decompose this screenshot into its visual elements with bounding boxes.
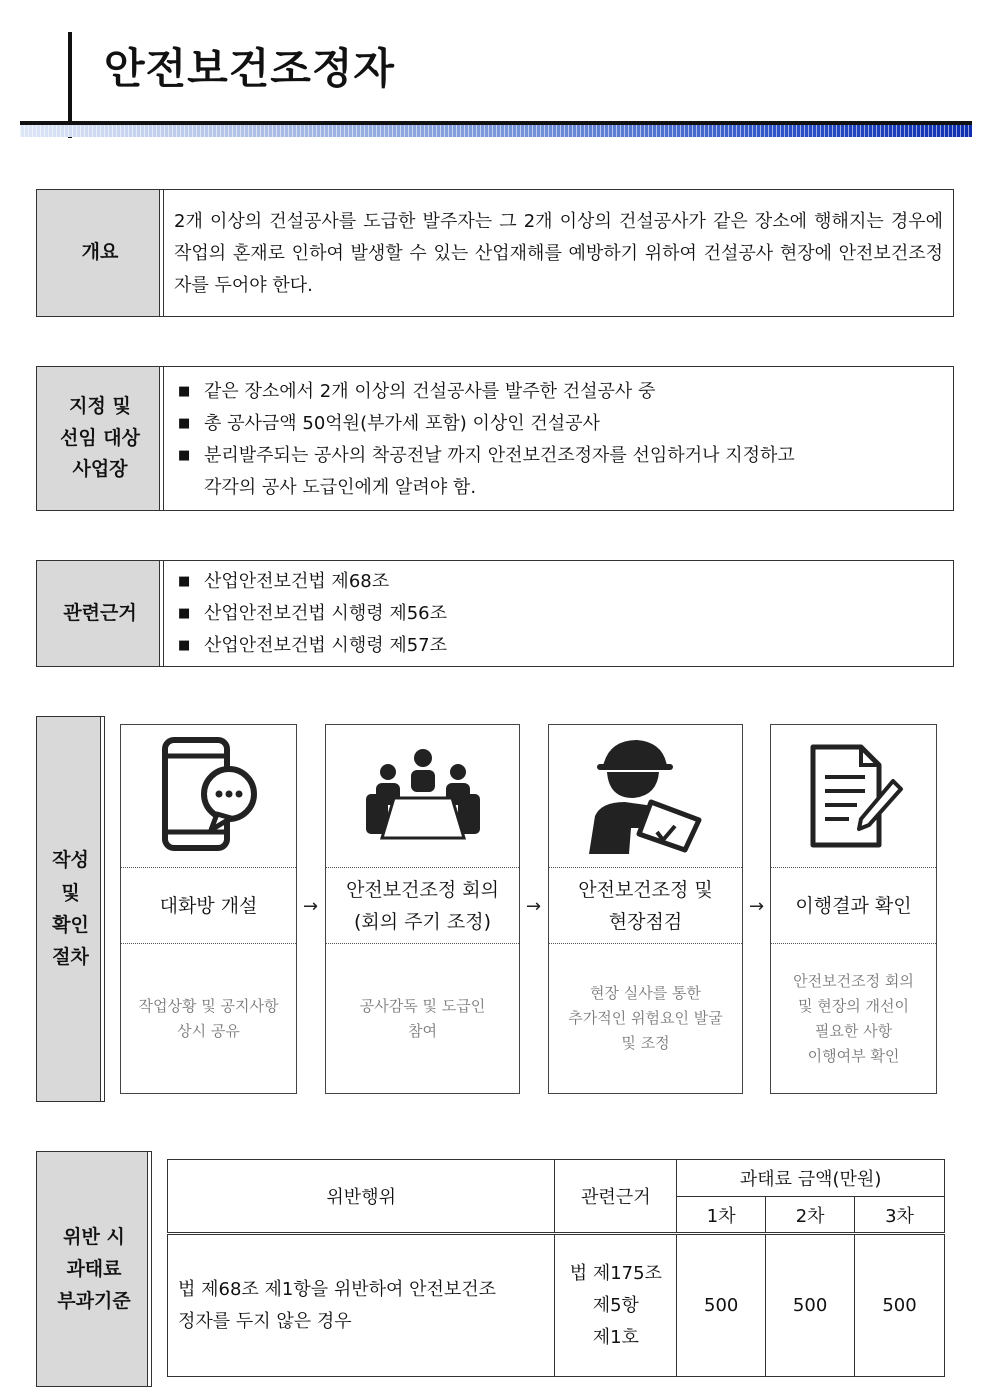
procedure-label-line: 절차 — [52, 946, 89, 969]
table-row — [168, 1234, 945, 1377]
penalty-label-line: 과태료 — [66, 1257, 122, 1280]
step-title-line: (회의 주기 조정) — [353, 910, 492, 933]
procedure-label — [36, 716, 105, 1102]
list-item — [178, 440, 939, 472]
basis-line: 제5항 — [592, 1294, 639, 1316]
basis-line: 제1호 — [592, 1326, 639, 1348]
step-arrow: → — [303, 896, 319, 917]
list-item — [178, 598, 939, 630]
target-label-line: 사업장 — [72, 458, 128, 481]
header-violation: 위반행위 — [168, 1160, 555, 1234]
procedure-step-confirm — [770, 724, 937, 1094]
smartphone-chat-icon — [159, 736, 259, 856]
document-pen-icon — [799, 741, 909, 851]
list-item — [178, 376, 939, 408]
list-item-text: 산업안전보건법 제68조 — [204, 571, 390, 592]
violation-line: 정자를 두지 않은 경우 — [178, 1310, 352, 1332]
bullet-square-icon: ■ — [178, 574, 191, 589]
basis-cell — [555, 1234, 677, 1377]
list-item-text: 산업안전보건법 시행령 제56조 — [204, 603, 448, 624]
step-description-line: 추가적인 위험요인 발굴 — [568, 1009, 723, 1027]
fine-third: 500 — [855, 1234, 945, 1377]
step-description — [332, 944, 513, 1093]
step-description-line: 참여 — [408, 1021, 437, 1040]
overview-text: 2개 이상의 건설공사를 도급한 발주자는 그 2개 이상의 건설공사가 같은 장소에 행해지는 경우에 작업의 혼재로 인하여 발생할 수 있는 산업재해를 예방하기 위하여 건설공사 현장에 안전보건조정자를 두어야 한다. — [174, 211, 943, 296]
step-description-line: 공사감독 및 도급인 — [359, 996, 486, 1015]
step-description-line: 및 현장의 개선이 — [798, 996, 909, 1015]
list-item — [178, 566, 939, 598]
bullet-square-icon: ■ — [178, 384, 191, 399]
step-description-line: 작업상황 및 공지사항 — [138, 996, 279, 1015]
list-item — [178, 630, 939, 662]
procedure-label-line: 작성 — [52, 849, 89, 872]
step-title — [771, 868, 936, 943]
fine-second: 500 — [766, 1234, 855, 1377]
penalty-label-line: 위반 시 — [63, 1225, 125, 1248]
bullet-square-icon: ■ — [178, 416, 191, 431]
step-arrow: → — [526, 896, 542, 917]
step-description — [127, 944, 290, 1093]
basis-label: 관련근거 — [37, 561, 164, 666]
header-amount: 과태료 금액(만원) — [677, 1160, 945, 1197]
overview-section — [36, 189, 954, 317]
step-description-line: 이행여부 확인 — [807, 1046, 900, 1065]
bullet-square-icon: ■ — [178, 638, 191, 653]
target-list — [164, 367, 953, 510]
target-label-line: 지정 및 — [69, 395, 131, 418]
step-description-line: 및 조정 — [621, 1034, 670, 1052]
procedure-label-line: 및 — [61, 881, 80, 904]
step-title-line: 안전보건조정 회의 — [346, 878, 499, 901]
step-description-line: 필요한 사항 — [814, 1021, 893, 1040]
step-description-line: 상시 공유 — [177, 1021, 240, 1040]
header-first: 1차 — [677, 1197, 766, 1234]
title-gradient-bar — [20, 125, 972, 137]
step-title-line: 안전보건조정 및 — [578, 878, 713, 901]
procedure-step-inspection — [548, 724, 743, 1094]
overview-label: 개요 — [37, 190, 164, 316]
penalty-table — [167, 1159, 945, 1377]
header-basis: 관련근거 — [555, 1160, 677, 1234]
basis-section — [36, 560, 954, 667]
page-title: 안전보건조정자 — [104, 44, 396, 93]
step-description-line: 현장 실사를 통한 — [590, 984, 701, 1002]
bullet-square-icon: ■ — [178, 606, 191, 621]
target-section — [36, 366, 954, 511]
procedure-label-line: 확인 — [52, 914, 89, 936]
violation-line: 법 제68조 제1항을 위반하여 안전보건조 — [178, 1278, 497, 1300]
step-arrow: → — [749, 896, 765, 917]
step-title-line: 이행결과 확인 — [795, 894, 912, 917]
penalty-label-line: 부과기준 — [57, 1290, 131, 1313]
bullet-square-icon: ■ — [178, 448, 191, 463]
list-item-text: 분리발주되는 공사의 착공전날 까지 안전보건조정자를 선임하거나 지정하고 — [204, 445, 795, 466]
step-description — [777, 944, 930, 1093]
target-label-line: 선임 대상 — [59, 426, 141, 449]
target-label — [37, 367, 164, 510]
header-third: 3차 — [855, 1197, 945, 1234]
table-header-row — [168, 1160, 945, 1197]
step-title — [326, 868, 519, 943]
fine-first: 500 — [677, 1234, 766, 1377]
header-second: 2차 — [766, 1197, 855, 1234]
procedure-step-chat — [120, 724, 297, 1094]
worker-inspection-icon — [581, 736, 711, 856]
list-item-text: 산업안전보건법 시행령 제57조 — [204, 635, 448, 656]
violation-cell — [168, 1234, 555, 1377]
penalty-label — [36, 1151, 152, 1387]
step-description-line: 안전보건조정 회의 — [793, 971, 914, 990]
list-item-text: 같은 장소에서 2개 이상의 건설공사를 발주한 건설공사 중 — [204, 381, 656, 402]
step-description — [555, 944, 736, 1093]
basis-line: 법 제175조 — [569, 1262, 662, 1284]
step-title — [549, 868, 742, 943]
procedure-step-meeting — [325, 724, 520, 1094]
basis-list — [164, 561, 953, 666]
step-title — [121, 868, 296, 943]
list-item-text: 총 공사금액 50억원(부가세 포함) 이상인 건설공사 — [204, 413, 600, 434]
list-item — [178, 408, 939, 440]
meeting-icon — [358, 746, 488, 846]
step-title-line: 현장점검 — [608, 910, 683, 933]
list-item-continuation: 각각의 공사 도급인에게 알려야 함. — [204, 477, 477, 498]
step-title-line: 대화방 개설 — [159, 894, 258, 917]
